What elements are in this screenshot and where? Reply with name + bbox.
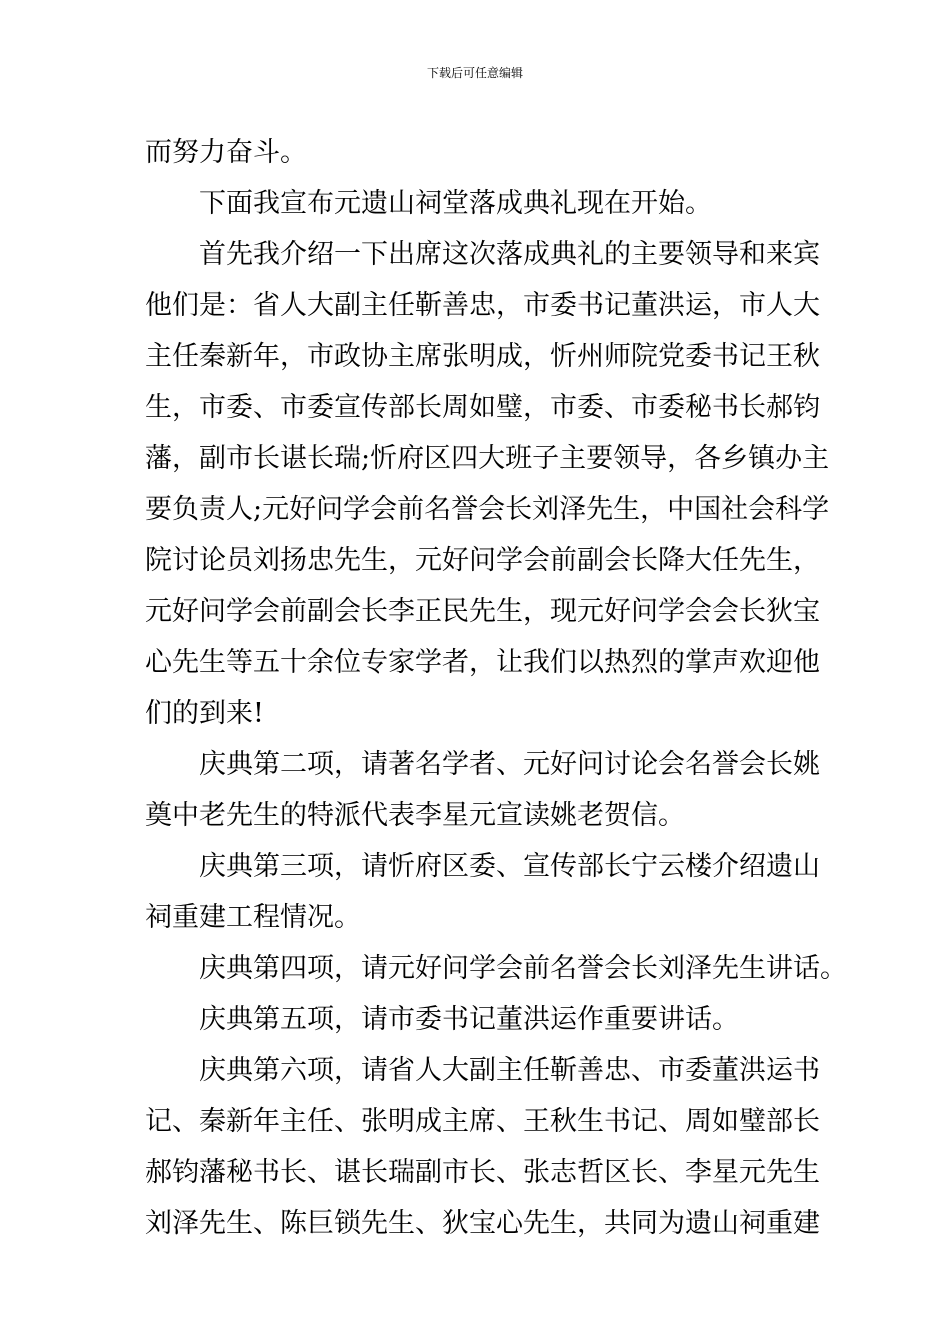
page-header: 下载后可任意编辑 <box>426 66 523 80</box>
text-line: 庆典第三项，请忻府区委、宣传部长宁云楼介绍遗山 <box>199 851 820 882</box>
text-line: 们的到来! <box>145 698 264 729</box>
text-line: 元好问学会前副会长李正民先生，现元好问学会会长狄宝 <box>145 596 820 627</box>
body-text <box>145 127 847 1249</box>
text-line: 院讨论员刘扬忠先生，元好问学会前副会长降大任先生， <box>145 545 820 576</box>
text-line: 刘泽先生、陈巨锁先生、狄宝心先生，共同为遗山祠重建 <box>145 1208 820 1239</box>
text-line: 庆典第四项，请元好问学会前名誉会长刘泽先生讲话。 <box>199 953 847 984</box>
text-line: 庆典第五项，请市委书记董洪运作重要讲话。 <box>199 1004 739 1035</box>
text-line: 记、秦新年主任、张明成主席、王秋生书记、周如璧部长 <box>145 1106 820 1137</box>
document-body <box>145 127 847 1249</box>
text-line: 祠重建工程情况。 <box>145 902 361 933</box>
text-line: 要负责人;元好问学会前名誉会长刘泽先生，中国社会科学 <box>145 494 830 525</box>
text-line: 藩，副市长谌长瑞;忻府区四大班子主要领导，各乡镇办主 <box>145 443 830 474</box>
text-line: 庆典第二项，请著名学者、元好问讨论会名誉会长姚 <box>199 749 820 780</box>
text-line: 首先我介绍一下出席这次落成典礼的主要领导和来宾 <box>199 239 820 270</box>
text-line: 下面我宣布元遗山祠堂落成典礼现在开始。 <box>199 188 712 219</box>
text-line: 奠中老先生的特派代表李星元宣读姚老贺信。 <box>145 800 685 831</box>
text-line: 郝钧藩秘书长、谌长瑞副市长、张志哲区长、李星元先生 <box>145 1157 820 1188</box>
text-line: 心先生等五十余位专家学者，让我们以热烈的掌声欢迎他 <box>145 647 820 678</box>
text-line: 而努力奋斗。 <box>145 137 307 168</box>
text-line: 主任秦新年，市政协主席张明成，忻州师院党委书记王秋 <box>145 341 820 372</box>
text-line: 庆典第六项，请省人大副主任靳善忠、市委董洪运书 <box>199 1055 820 1086</box>
text-line: 生，市委、市委宣传部长周如璧，市委、市委秘书长郝钧 <box>145 392 820 423</box>
text-line: 他们是：省人大副主任靳善忠，市委书记董洪运，市人大 <box>145 290 820 321</box>
